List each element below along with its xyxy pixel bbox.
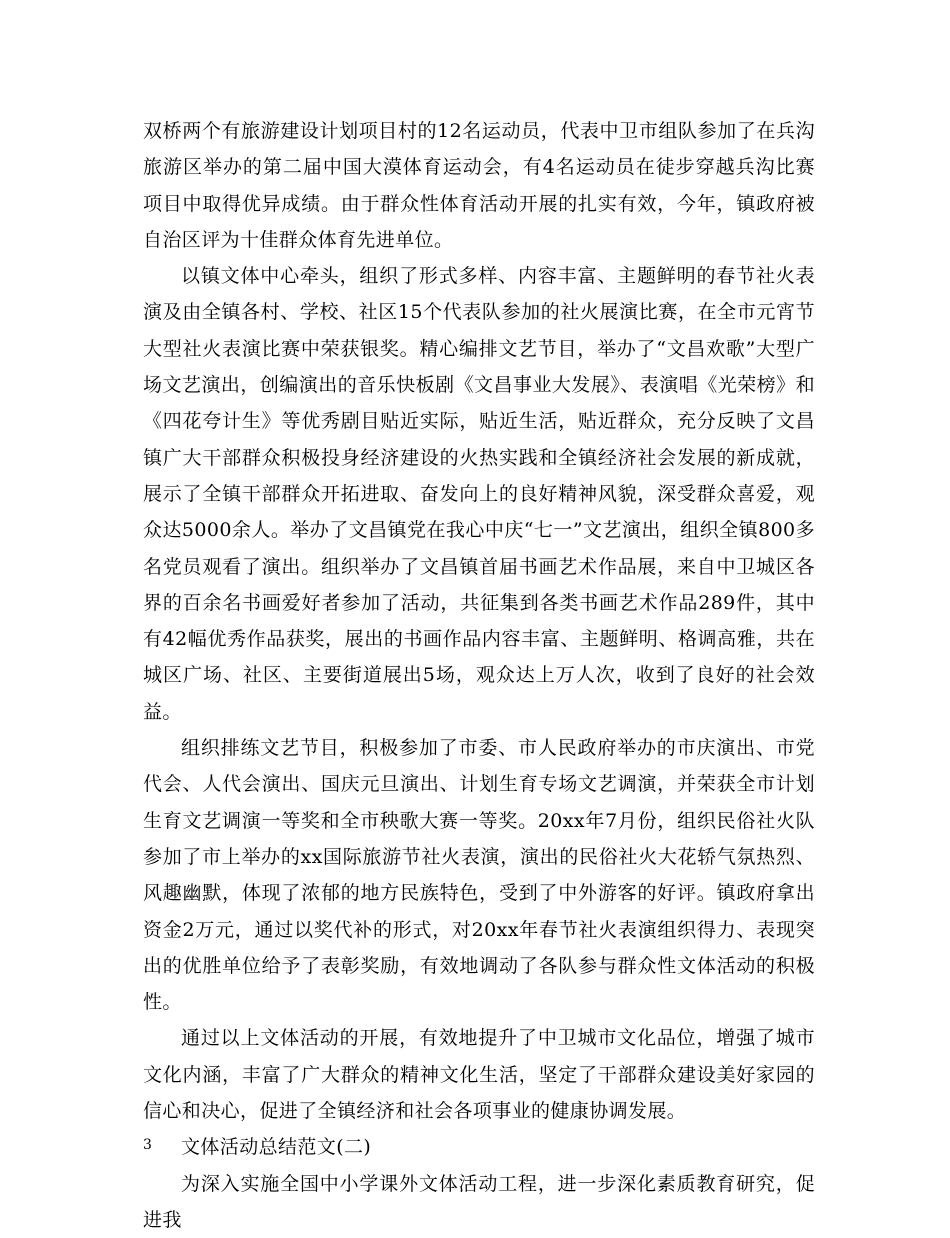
paragraph-2: 以镇文体中心牵头，组织了形式多样、内容丰富、主题鲜明的春节社火表演及由全镇各村、学校、社区15个代表队参加的社火展演比赛，在全市元宵节大型社火表演比赛中荣获银奖。精心编排文艺节目，举办了“文昌欢歌”大型广场文艺演出，创编演出的音乐快板剧《文昌事业大发展》、表演唱《光荣榜》和《四花夸计生》等优秀剧目贴近实际，贴近生活，贴近群众，充分反映了文昌镇广大干部群众积极投身经济建设的火热实践和全镇经济社会发展的新成就，展示了全镇干部群众开拓进取、奋发向上的良好精神风貌，深受群众喜爱，观众达5000余人。举办了文昌镇党在我心中庆“七一”文艺演出，组织全镇800多名党员观看了演出。组织举办了文昌镇首届书画艺术作品展，来自中卫城区各界的百余名书画爱好者参加了活动，共征集到各类书画艺术作品289件，其中有42幅优秀作品获奖，展出的书画作品内容丰富、主题鲜明、格调高雅，共在城区广场、社区、主要街道展出5场，观众达上万人次，收到了良好的社会效益。 xyxy=(143,265,815,723)
document-body xyxy=(143,113,815,1238)
paragraph-1: 双桥两个有旅游建设计划项目村的12名运动员，代表中卫市组队参加了在兵沟旅游区举办的第二届中国大漠体育运动会，有4名运动员在徒步穿越兵沟比赛项目中取得优异成绩。由于群众性体育活动开展的扎实有效，今年，镇政府被自治区评为十佳群众体育先进单位。 xyxy=(143,120,815,251)
paragraph-4: 通过以上文体活动的开展，有效地提升了中卫城市文化品位，增强了城市文化内涵，丰富了广大群众的精神文化生活，坚定了干部群众建设美好家园的信心和决心，促进了全镇经济和社会各项事业的健康协调发展。 xyxy=(143,1027,815,1123)
paragraph-5: 为深入实施全国中小学课外文体活动工程，进一步深化素质教育研究，促进我 xyxy=(143,1172,815,1231)
paragraph-3: 组织排练文艺节目，积极参加了市委、市人民政府举办的市庆演出、市党代会、人代会演出、国庆元旦演出、计划生育专场文艺调演，并荣获全市计划生育文艺调演一等奖和全市秧歌大赛一等奖。20xx年7月份，组织民俗社火队参加了市上举办的xx国际旅游节社火表演，演出的民俗社火大花轿气氛热烈、风趣幽默，体现了浓郁的地方民族特色，受到了中外游客的好评。镇政府拿出资金2万元，通过以奖代补的形式，对20xx年春节社火表演组织得力、表现突出的优胜单位给予了表彰奖励，有效地调动了各队参与群众性文体活动的积极性。 xyxy=(143,737,815,1014)
section-subheading: 文体活动总结范文(二) xyxy=(181,1136,372,1159)
page-number: 3 xyxy=(143,1137,152,1153)
